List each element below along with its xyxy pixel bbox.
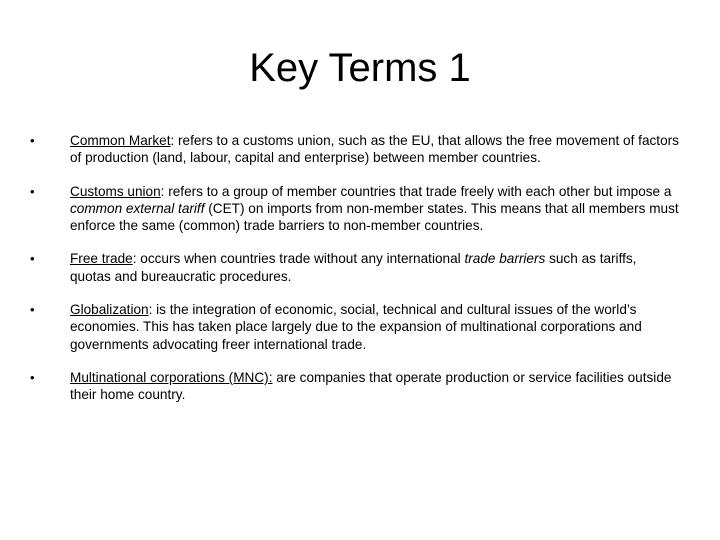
term-name: Customs union — [70, 183, 161, 199]
term-multinational-corporations — [30, 369, 680, 404]
term-globalization — [30, 301, 680, 353]
term-definition: (CET) on imports from non-member states. This means that all members must enforce the same (common) trade barriers to non-member countries. — [70, 200, 679, 234]
term-name: Common Market — [70, 133, 171, 148]
term-name: Globalization — [70, 302, 149, 318]
bullet: • — [30, 369, 35, 385]
bullet: • — [30, 183, 35, 199]
term-definition: : refers to a group of member countries that trade freely with each other but impose a — [160, 183, 672, 199]
term-common-market — [30, 132, 680, 167]
slide-title: Key Terms 1 — [249, 46, 471, 90]
term-definition: such as tariffs, quotas and bureaucratic procedures. — [70, 251, 637, 284]
term-name: Free trade — [70, 251, 133, 267]
term-definition-italic: common external tariff — [70, 200, 205, 216]
term-definition: are companies that operate production or service facilities outside their home country. — [70, 369, 672, 403]
term-free-trade — [30, 250, 680, 285]
bullet: • — [30, 133, 35, 148]
term-customs-union — [30, 183, 680, 235]
term-name: Multinational corporations (MNC): — [70, 369, 273, 385]
term-definition: : occurs when countries trade without any international — [132, 251, 465, 267]
bullet: • — [30, 251, 35, 267]
term-definition: : is the integration of economic, social, technical and cultural issues of the world’s economies. This has taken place largely due to the expansion of multinational corporations and governments advocating freer international trade. — [70, 302, 642, 352]
term-definition: : refers to a customs union, such as the EU, that allows the free movement of factors of production (land, labour, capital and enterprise) between member countries. — [70, 133, 679, 166]
bullet: • — [30, 302, 35, 318]
terms-list — [30, 132, 680, 420]
term-definition-italic: trade barriers — [464, 251, 546, 267]
